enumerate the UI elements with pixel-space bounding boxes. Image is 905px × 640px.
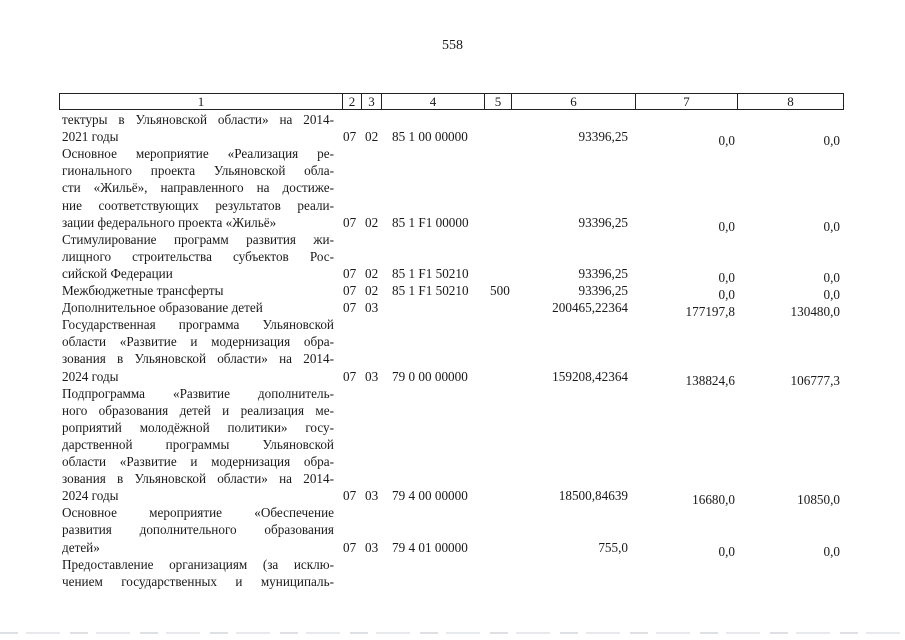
- row-cell-c3: 03: [365, 368, 379, 384]
- row-cell-c6: 93396,25: [578, 265, 628, 281]
- row-cell-c4: 79 0 00 00000: [392, 368, 468, 384]
- row-cell-c3: 02: [365, 265, 379, 281]
- row-cell-c4: 85 1 00 00000: [392, 129, 468, 145]
- row-cell-c6: 159208,42364: [552, 368, 628, 384]
- row-cell-c2: 07: [343, 300, 357, 316]
- row-description-line: гионального проекта Ульяновской обла-: [62, 163, 334, 179]
- row-description-line: детей»: [62, 539, 100, 555]
- row-description-line: Основное мероприятие «Реализация ре-: [62, 146, 334, 162]
- row-cell-c6: 93396,25: [578, 214, 628, 230]
- row-cell-c2: 07: [343, 368, 357, 384]
- header-col-5: 5: [485, 94, 512, 109]
- row-cell-c6: 200465,22364: [552, 300, 628, 316]
- row-cell-c6: 755,0: [598, 539, 628, 555]
- row-cell-c3: 03: [365, 539, 379, 555]
- row-description-line: 2024 годы: [62, 488, 119, 504]
- row-cell-c3: 03: [365, 488, 379, 504]
- row-cell-c6: 93396,25: [578, 283, 628, 298]
- row-cell-c4: 85 1 F1 50210: [392, 283, 469, 298]
- row-cell-c8: 0,0: [823, 543, 840, 559]
- row-description-line: тектуры в Ульяновской области» на 2014-: [62, 112, 334, 127]
- header-col-6: 6: [512, 94, 636, 109]
- row-description-line: сти «Жильё», направленного на достиже-: [62, 180, 334, 196]
- row-cell-c7: 0,0: [718, 543, 735, 559]
- row-description-line: Предоставление организациям (за исклю-: [62, 556, 334, 572]
- header-col-7: 7: [636, 94, 738, 109]
- row-cell-c2: 07: [343, 283, 357, 298]
- row-description-line: Дополнительное образование детей: [62, 300, 263, 316]
- row-description-line: зования в Ульяновской области» на 2014-: [62, 471, 334, 487]
- row-cell-c8: 0,0: [823, 218, 840, 234]
- row-description-line: Подпрограмма «Развитие дополнитель-: [62, 385, 334, 401]
- row-cell-c4: 79 4 01 00000: [392, 539, 468, 555]
- header-col-3: 3: [362, 94, 382, 109]
- row-cell-c8: 106777,3: [790, 372, 840, 388]
- row-cell-c8: 0,0: [823, 133, 840, 149]
- row-description-line: Межбюджетные трансферты: [62, 283, 224, 298]
- row-description-line: зования в Ульяновской области» на 2014-: [62, 351, 334, 367]
- row-description-line: лищного строительства субъектов Рос-: [62, 248, 334, 264]
- row-description-line: ного образования детей и реализация ме-: [62, 402, 334, 418]
- row-cell-c7: 0,0: [718, 133, 735, 149]
- row-cell-c7: 0,0: [718, 287, 735, 302]
- scan-artifact: [0, 632, 905, 634]
- header-col-1: 1: [60, 94, 343, 109]
- row-cell-c7: 0,0: [718, 218, 735, 234]
- row-description-line: чением государственных и муниципаль-: [62, 573, 334, 589]
- row-description-line: области «Развитие и модернизация обра-: [62, 454, 334, 469]
- row-cell-c2: 07: [343, 488, 357, 504]
- row-cell-c2: 07: [343, 265, 357, 281]
- row-description-line: области «Развитие и модернизация обра-: [62, 334, 334, 350]
- row-description-line: сийской Федерации: [62, 265, 173, 281]
- row-cell-c3: 02: [365, 283, 379, 298]
- row-cell-c3: 02: [365, 129, 379, 145]
- row-description-line: Государственная программа Ульяновской: [62, 317, 334, 333]
- row-cell-c7: 0,0: [718, 269, 735, 285]
- header-col-2: 2: [343, 94, 362, 109]
- row-description-line: 2024 годы: [62, 368, 119, 384]
- row-cell-c2: 07: [343, 129, 357, 145]
- row-description-line: развития дополнительного образования: [62, 522, 334, 538]
- header-col-4: 4: [382, 94, 485, 109]
- row-cell-c4: 85 1 F1 50210: [392, 265, 469, 281]
- row-description-line: Основное мероприятие «Обеспечение: [62, 505, 334, 521]
- row-cell-c8: 0,0: [823, 287, 840, 302]
- row-cell-c4: 79 4 00 00000: [392, 488, 468, 504]
- row-cell-c3: 02: [365, 214, 379, 230]
- row-cell-c8: 10850,0: [797, 492, 840, 508]
- row-description-line: зации федерального проекта «Жильё»: [62, 214, 277, 230]
- row-cell-c7: 177197,8: [685, 304, 735, 320]
- row-cell-c5: 500: [490, 283, 510, 298]
- row-cell-c7: 16680,0: [692, 492, 735, 508]
- row-cell-c8: 0,0: [823, 269, 840, 285]
- row-description-line: 2021 годы: [62, 129, 119, 145]
- header-col-8: 8: [787, 94, 794, 109]
- row-cell-c6: 93396,25: [578, 129, 628, 145]
- row-cell-c8: 130480,0: [790, 304, 840, 320]
- page-number: 558: [442, 38, 463, 53]
- row-description-line: Стимулирование программ развития жи-: [62, 231, 334, 247]
- row-description-line: дарственной программы Ульяновской: [62, 436, 334, 452]
- row-cell-c2: 07: [343, 539, 357, 555]
- row-description-line: ние соответствующих результатов реали-: [62, 197, 334, 213]
- row-cell-c6: 18500,84639: [558, 488, 628, 504]
- row-cell-c4: 85 1 F1 00000: [392, 214, 469, 230]
- row-description-line: роприятий молодёжной политики» госу-: [62, 419, 334, 435]
- row-cell-c3: 03: [365, 300, 379, 316]
- row-cell-c2: 07: [343, 214, 357, 230]
- row-cell-c7: 138824,6: [685, 372, 735, 388]
